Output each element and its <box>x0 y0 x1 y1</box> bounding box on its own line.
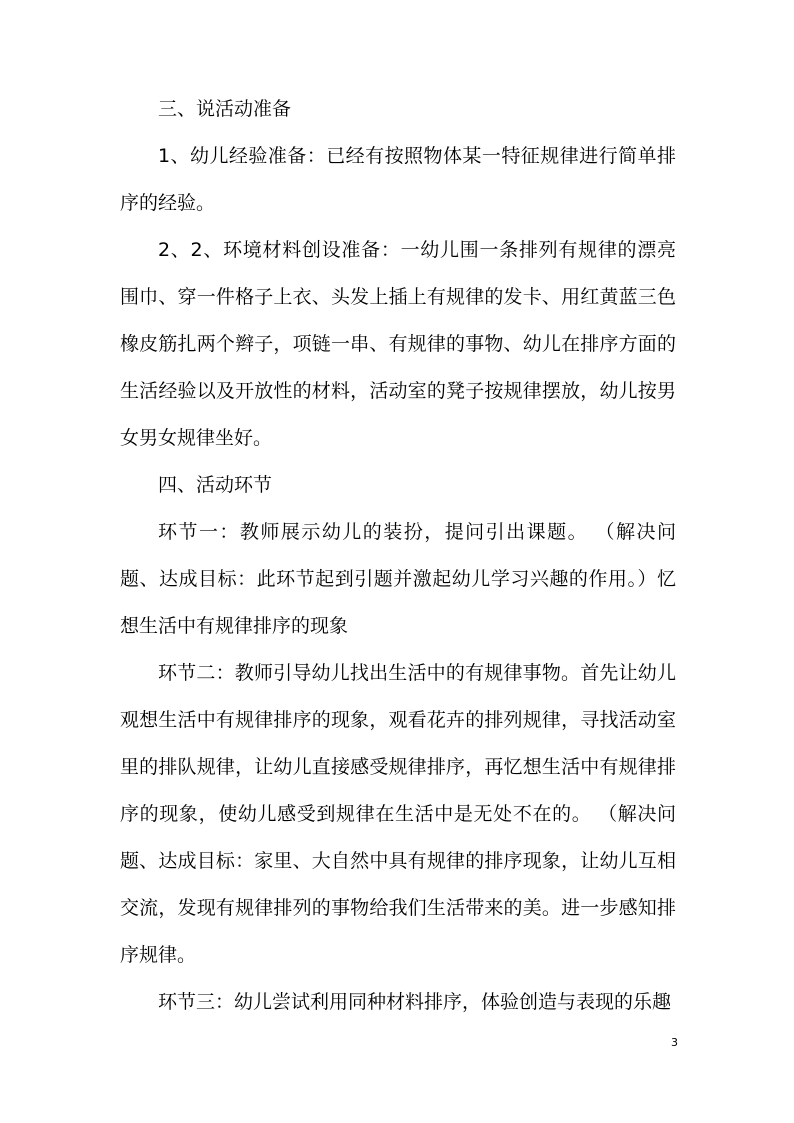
section-heading-activity-steps: 四、活动环节 <box>158 474 273 496</box>
paragraph-experience-preparation: 1、幼儿经验准备：已经有按照物体某一特征规律进行简单排序的经验。 <box>120 145 676 214</box>
paragraph-step-two: 环节二：教师引导幼儿找出生活中的有规律事物。首先让幼儿观想生活中有规律排序的现象，观看花卉的排列规律，寻找活动室里的排队规律，让幼儿直接感受规律排序，再忆想生活中有规律排序的现象，使幼儿感受到规律在生活中是无处不在的。 （解决问题、达成目标：家里、大自然中具有规律的排序现象，让幼儿互相交流，发现有规律排列的事物给我们生活带来的美。进一步感知排序规律。 <box>120 662 676 966</box>
paragraph-step-three: 环节三：幼儿尝试利用同种材料排序，体验创造与表现的乐趣 <box>158 991 672 1013</box>
section-heading-preparation: 三、说活动准备 <box>158 98 292 120</box>
page-number: 3 <box>671 1036 678 1049</box>
paragraph-environment-materials: 2、2、环境材料创设准备：一幼儿围一条排列有规律的漂亮围巾、穿一件格子上衣、头发上插上有规律的发卡、用红黄蓝三色橡皮筋扎两个辫子，项链一串、有规律的事物、幼儿在排序方面的生活经验以及开放性的材料，活动室的凳子按规律摆放，幼儿按男女男女规律坐好。 <box>120 239 676 449</box>
document-body <box>120 86 676 1026</box>
paragraph-step-one: 环节一：教师展示幼儿的装扮，提问引出课题。 （解决问题、达成目标：此环节起到引题并激起幼儿学习兴趣的作用。）忆想生活中有规律排序的现象 <box>120 521 676 637</box>
